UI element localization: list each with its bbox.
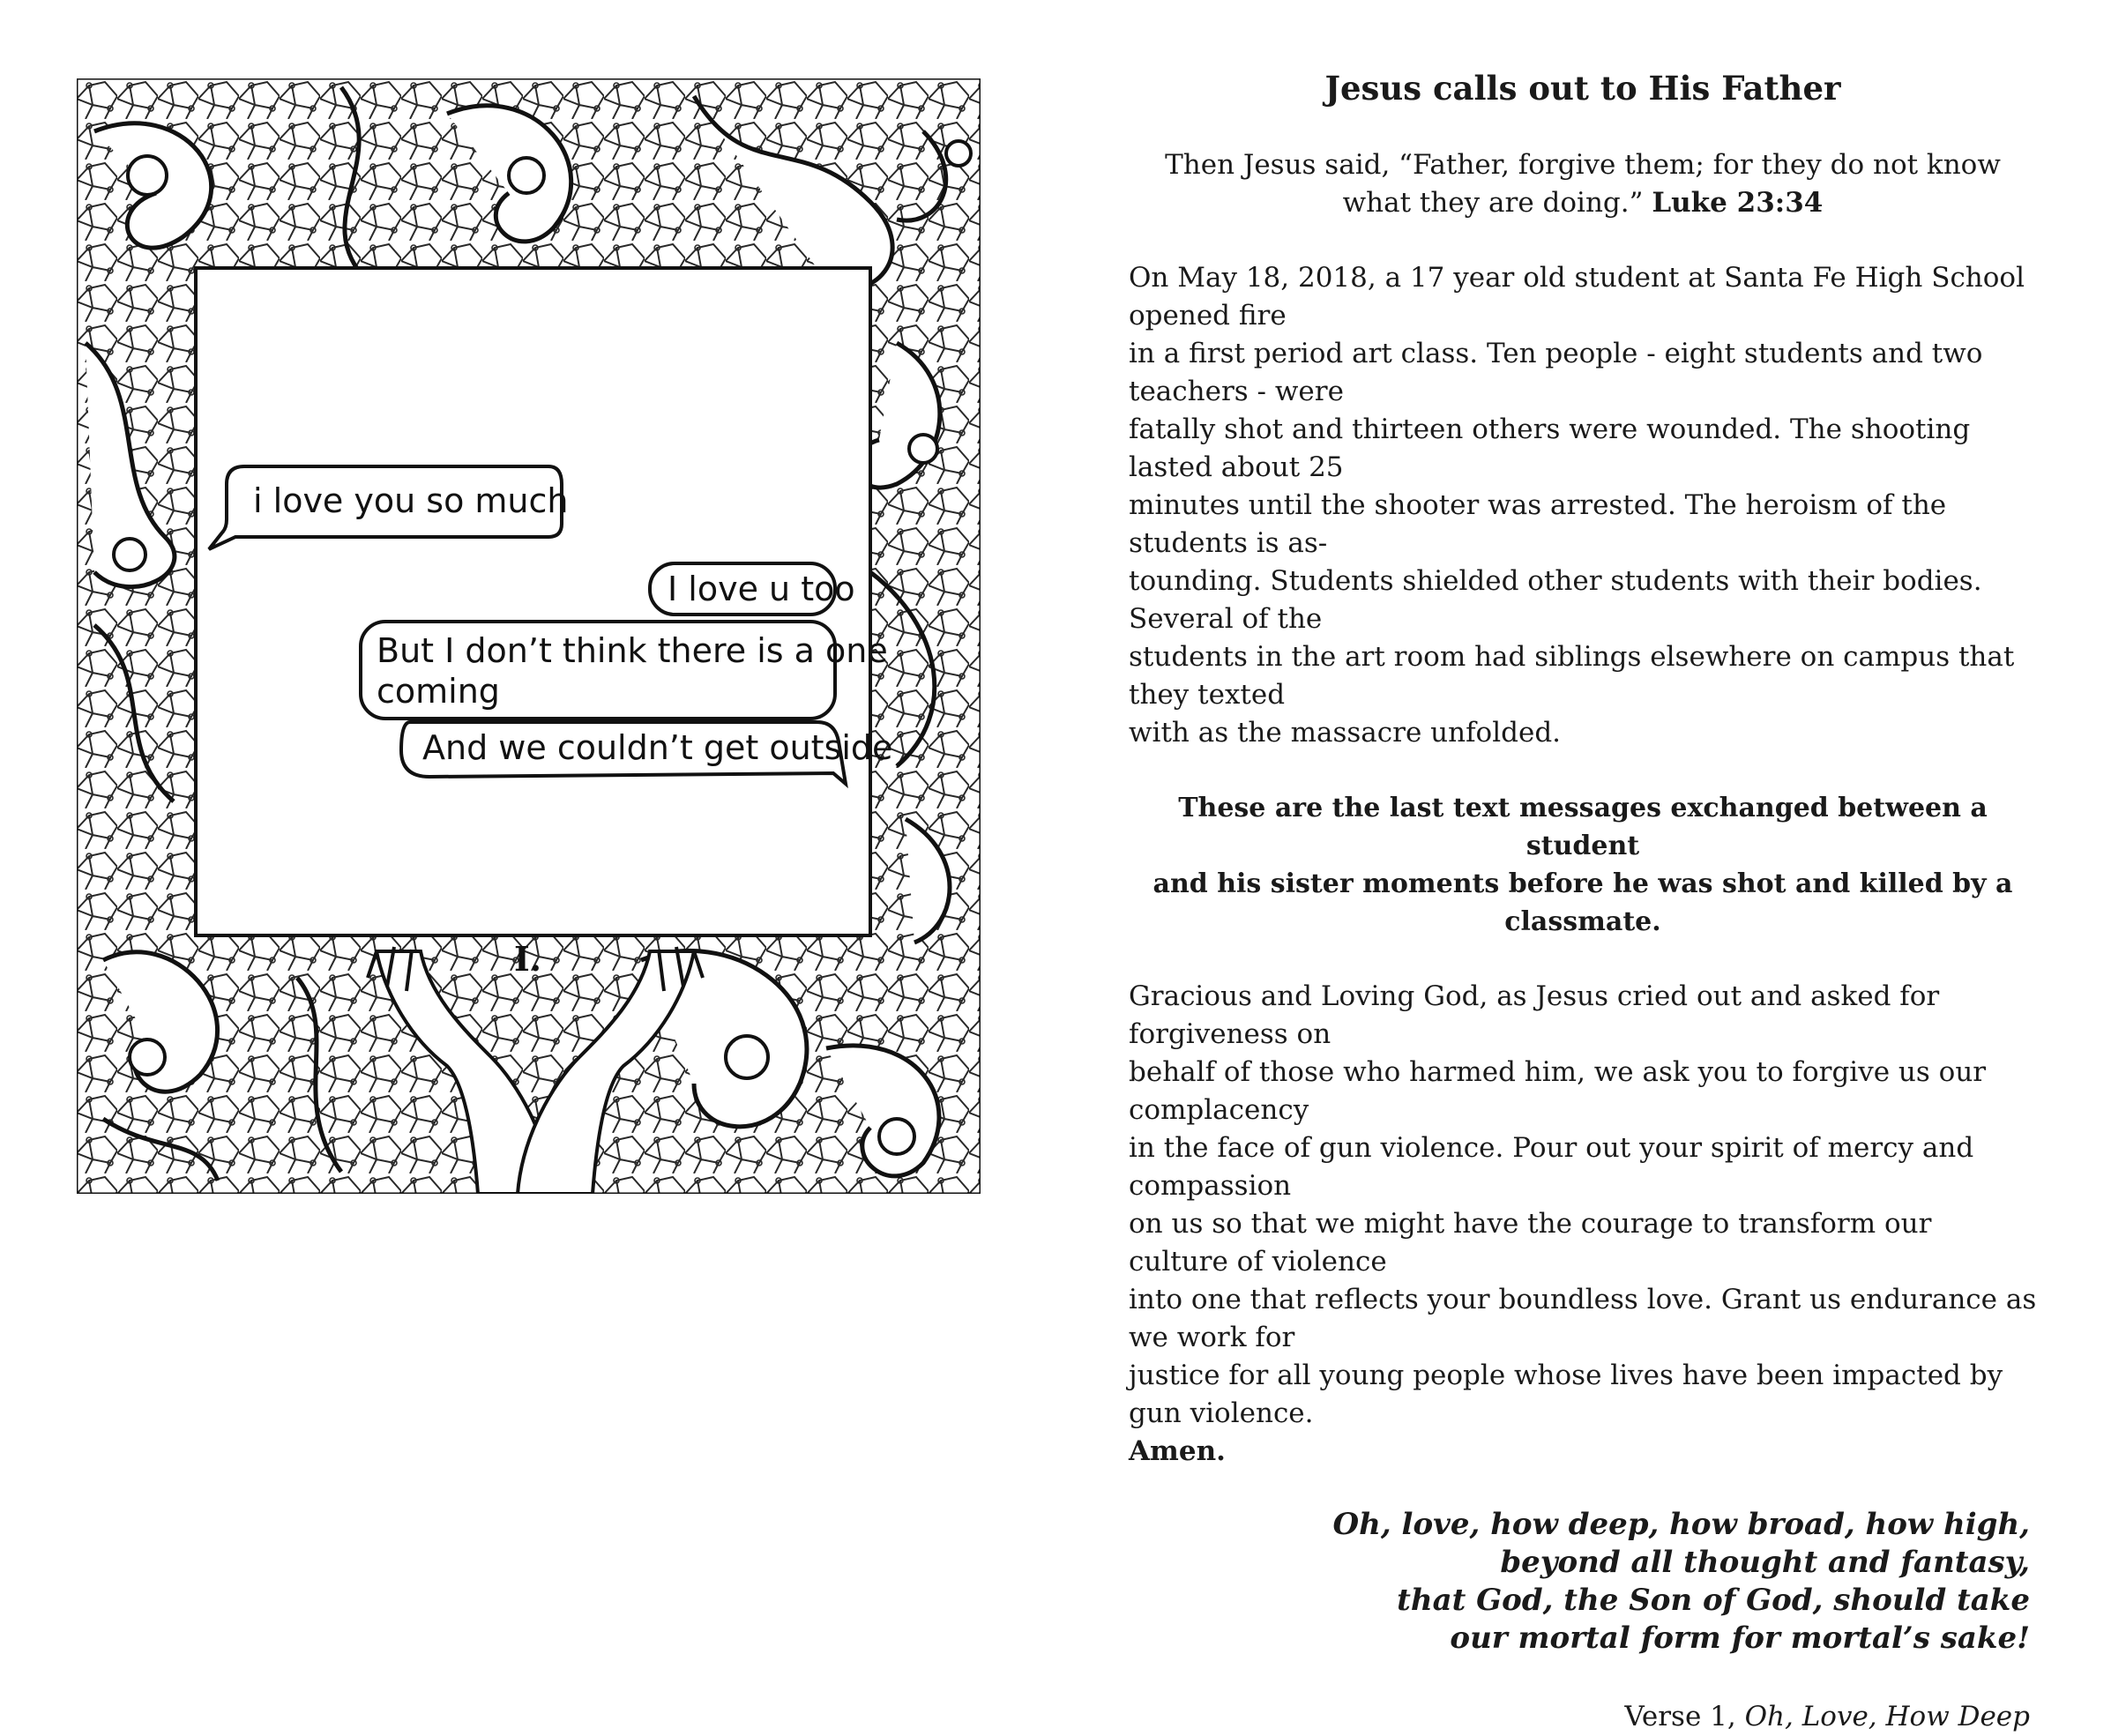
emphasis-line: These are the last text messages exchanged between a student bbox=[1178, 793, 1988, 861]
text-bubble-3 bbox=[361, 622, 888, 719]
scripture-verse bbox=[1129, 146, 2037, 222]
verse-reference: Luke 23:34 bbox=[1652, 187, 1824, 219]
message-text-3a: But I don’t think there is a one bbox=[377, 631, 888, 670]
prayer-amen: Amen. bbox=[1129, 1435, 1226, 1467]
prayer-paragraph bbox=[1129, 978, 2037, 1471]
story-line: tounding. Students shielded other students with their bodies. Several of the bbox=[1129, 565, 1982, 635]
message-text-2: I love u too bbox=[668, 570, 855, 608]
prayer-line: on us so that we might have the courage to transform our culture of violence bbox=[1129, 1208, 1932, 1278]
credit-prefix: Verse 1, bbox=[1624, 1701, 1736, 1732]
story-line: On May 18, 2018, a 17 year old student at Santa Fe High School opened fire bbox=[1129, 262, 2025, 332]
prayer-line: justice for all young people whose lives have been impacted by gun violence. bbox=[1129, 1360, 2003, 1429]
story-line: minutes until the shooter was arrested. The heroism of the students is as- bbox=[1129, 489, 1947, 559]
message-text-1: i love you so much bbox=[253, 481, 569, 520]
message-text-4: And we couldn’t get outside bbox=[422, 728, 893, 767]
hymn-credit bbox=[1129, 1698, 2037, 1736]
prayer-line: in the face of gun violence. Pour out your spirit of mercy and compassion bbox=[1129, 1132, 1974, 1202]
credit-title: Oh, Love, How Deep bbox=[1744, 1701, 2030, 1732]
hymn-line: that God, the Son of God, should take bbox=[1397, 1583, 2030, 1618]
story-line: students in the art room had siblings elsewhere on campus that they texted bbox=[1129, 641, 2015, 711]
verse-line-1: Then Jesus said, “Father, forgive them; for they do not know bbox=[1165, 149, 2001, 181]
verse-line-2 bbox=[1129, 184, 2037, 222]
prayer-line: into one that reflects your boundless love. Grant us endurance as we work for bbox=[1129, 1284, 2037, 1353]
coloring-illustration bbox=[77, 78, 981, 1194]
message-text-3b: coming bbox=[377, 672, 500, 711]
text-column bbox=[1129, 69, 2037, 1736]
hymn-line: Oh, love, how deep, how broad, how high, bbox=[1332, 1507, 2030, 1542]
prayer-line: Gracious and Loving God, as Jesus cried out and asked for forgiveness on bbox=[1129, 980, 1940, 1050]
illustration-page-number: I. bbox=[514, 939, 542, 979]
verse-text-2: what they are doing.” bbox=[1342, 187, 1644, 219]
story-line: in a first period art class. Ten people - eight students and two teachers - were bbox=[1129, 338, 1983, 407]
story-line: with as the massacre unfolded. bbox=[1129, 717, 1562, 749]
hymn-verse bbox=[1129, 1506, 2037, 1658]
emphasis-note bbox=[1129, 789, 2037, 941]
hymn-line: our mortal form for mortal’s sake! bbox=[1450, 1621, 2030, 1656]
page-title: Jesus calls out to His Father bbox=[1324, 69, 1841, 108]
illustration-svg bbox=[77, 78, 981, 1194]
text-bubble-4 bbox=[401, 722, 892, 784]
hymn-line: beyond all thought and fantasy, bbox=[1500, 1545, 2030, 1580]
text-bubble-2 bbox=[650, 563, 855, 615]
prayer-line: behalf of those who harmed him, we ask you to forgive us our complacency bbox=[1129, 1056, 1987, 1126]
story-line: fatally shot and thirteen others were wounded. The shooting lasted about 25 bbox=[1129, 414, 1971, 483]
text-bubble-1 bbox=[209, 466, 569, 549]
story-paragraph bbox=[1129, 259, 2037, 752]
emphasis-line: and his sister moments before he was shot and killed by a classmate. bbox=[1152, 868, 2013, 937]
